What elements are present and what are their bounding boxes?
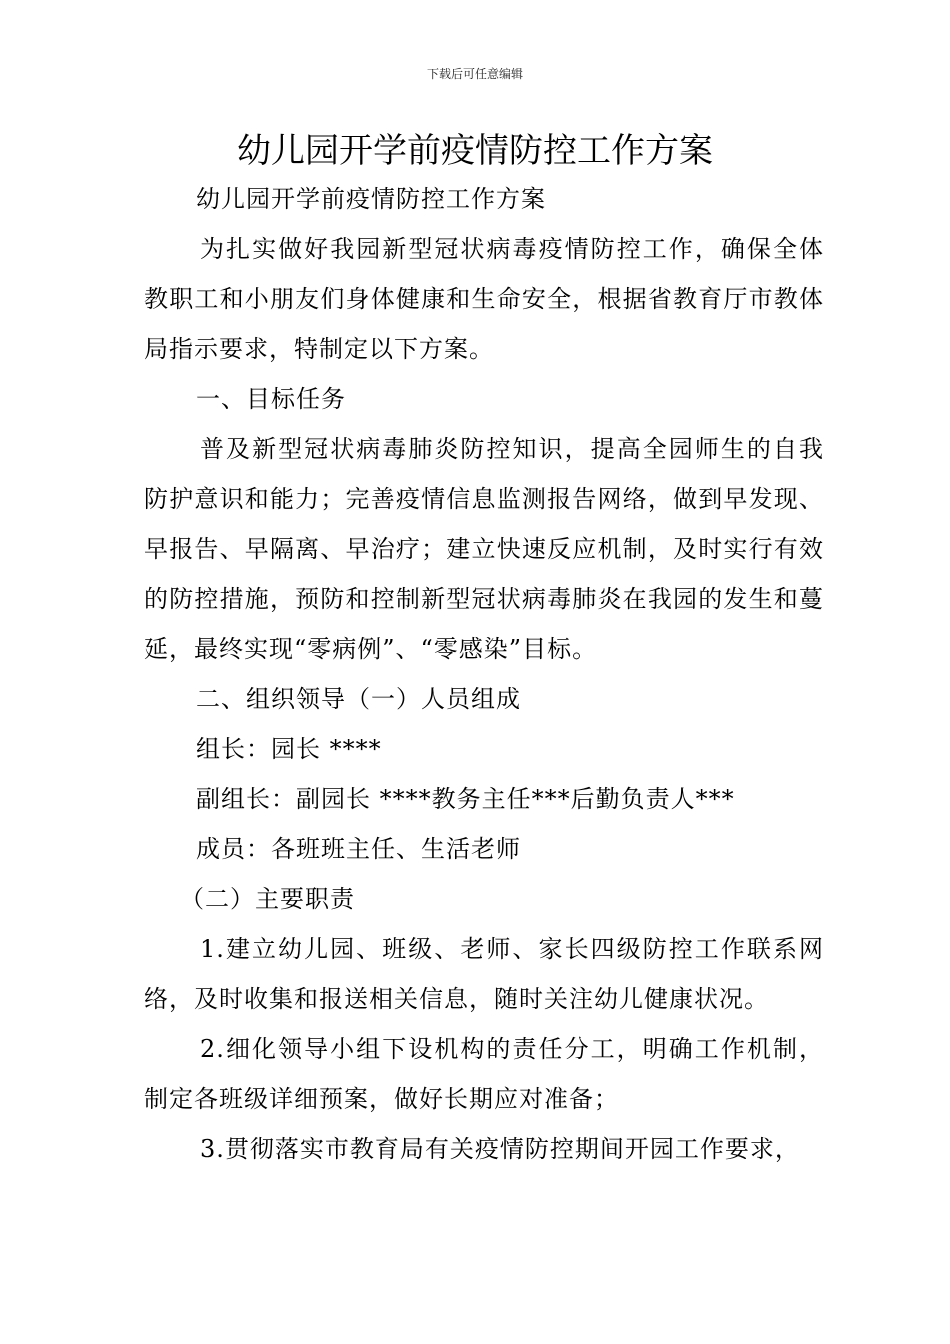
subtitle-paragraph: 幼儿园开学前疫情防控工作方案	[196, 185, 546, 213]
duty-item-2: 2.细化领导小组下设机构的责任分工，明确工作机制，制定各班级详细预案，做好长期应对准备；	[144, 1035, 824, 1113]
duty-item-3: 3.贯彻落实市教育局有关疫情防控期间开园工作要求，	[200, 1135, 800, 1163]
subsection-heading-duties: （二）主要职责	[180, 885, 355, 913]
duty-item-1: 1.建立幼儿园、班级、老师、家长四级防控工作联系网络，及时收集和报送相关信息，随时关注幼儿健康状况。	[144, 935, 824, 1013]
leader-line: 组长：园长 ****	[196, 735, 382, 763]
document-title: 幼儿园开学前疫情防控工作方案	[237, 131, 713, 171]
members-line: 成员：各班班主任、生活老师	[196, 835, 521, 863]
document-body	[144, 174, 824, 1174]
intro-paragraph: 为扎实做好我园新型冠状病毒疫情防控工作，确保全体教职工和小朋友们身体健康和生命安全，根据省教育厅市教体局指示要求，特制定以下方案。	[144, 235, 824, 363]
deputy-leader-line: 副组长：副园长 ****教务主任***后勤负责人***	[196, 785, 735, 813]
section-heading-goals: 一、目标任务	[196, 385, 346, 413]
page-header-note: 下载后可任意编辑	[426, 67, 523, 81]
section-heading-organization: 二、组织领导（一）人员组成	[196, 685, 521, 713]
goals-paragraph: 普及新型冠状病毒肺炎防控知识，提高全园师生的自我防护意识和能力；完善疫情信息监测报告网络，做到早发现、早报告、早隔离、早治疗；建立快速反应机制，及时实行有效的防控措施，预防和控制新型冠状病毒肺炎在我园的发生和蔓延，最终实现“零病例”、“零感染”目标。	[144, 435, 824, 663]
